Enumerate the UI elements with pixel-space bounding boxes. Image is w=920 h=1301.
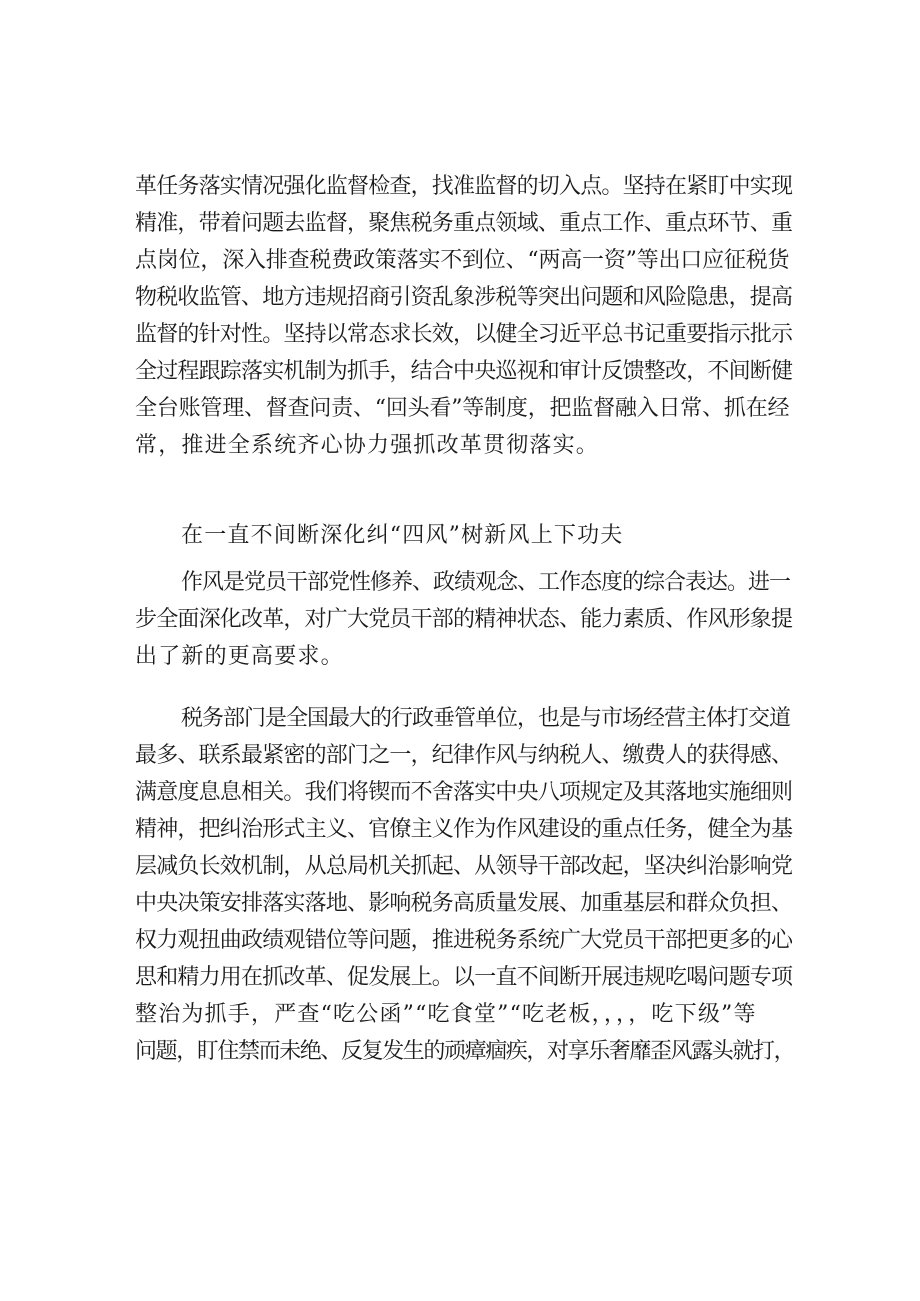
text-line: 层减负长效机制，从总局机关抓起、从领导干部改起，坚决纠治影响党 — [135, 854, 793, 879]
text-line: 中央决策安排落实落地、影响税务高质量发展、加重基层和群众负担、 — [135, 891, 793, 916]
text-line: 权力观扭曲政绩观错位等问题，推进税务系统广大党员干部把更多的心 — [135, 928, 793, 953]
text-line: 点岗位，深入排查税费政策落实不到位、“两高一资”等出口应征税货 — [135, 248, 790, 273]
text-line: 作风是党员干部党性修养、政绩观念、工作态度的综合表达。进一 — [181, 570, 791, 595]
heading-text: 在一直不间断深化纠“四风”树新风上下功夫 — [181, 523, 624, 548]
text-line: 步全面深化改革，对广大党员干部的精神状态、能力素质、作风形象提 — [135, 607, 793, 632]
text-line: 常，推进全系统齐心协力强抓改革贯彻落实。 — [135, 433, 600, 458]
text-line: 监督的针对性。坚持以常态求长效，以健全习近平总书记重要指示批示 — [135, 322, 793, 347]
text-line: 整治为抓手，严查“吃公函”“吃食堂”“吃老板，，，，吃下级”等 — [135, 1002, 757, 1027]
text-line: 出了新的更高要求。 — [135, 644, 344, 669]
text-line: 全台账管理、督查问责、“回头看”等制度，把监督融入日常、抓在经 — [135, 396, 790, 421]
text-line: 税务部门是全国最大的行政垂管单位，也是与市场经营主体打交道 — [181, 706, 791, 731]
text-line: 满意度息息相关。我们将锲而不舍落实中央八项规定及其落地实施细则 — [135, 780, 793, 805]
text-line: 思和精力用在抓改革、促发展上。以一直不间断开展违规吃喝问题专项 — [135, 965, 793, 990]
paragraph-supervision — [135, 168, 795, 464]
paragraph-work-style — [135, 564, 795, 675]
text-line: 物税收监管、地方违规招商引资乱象涉税等突出问题和风险隐患，提高 — [135, 285, 793, 310]
text-line: 全过程跟踪落实机制为抓手，结合中央巡视和审计反馈整改，不间断健 — [135, 359, 793, 384]
text-line: 精准，带着问题去监督，聚焦税务重点领域、重点工作、重点环节、重 — [135, 211, 793, 236]
section-heading — [135, 517, 795, 554]
text-line: 革任务落实情况强化监督检查，找准监督的切入点。坚持在紧盯中实现 — [135, 174, 793, 199]
text-line: 精神，把纠治形式主义、官僚主义作为作风建设的重点任务，健全为基 — [135, 817, 793, 842]
paragraph-tax-department — [135, 700, 795, 1070]
text-line: 问题，盯住禁而未绝、反复发生的顽瘴痼疾，对享乐奢靡歪风露头就打， — [135, 1039, 795, 1064]
text-line: 最多、联系最紧密的部门之一，纪律作风与纳税人、缴费人的获得感、 — [135, 743, 793, 768]
